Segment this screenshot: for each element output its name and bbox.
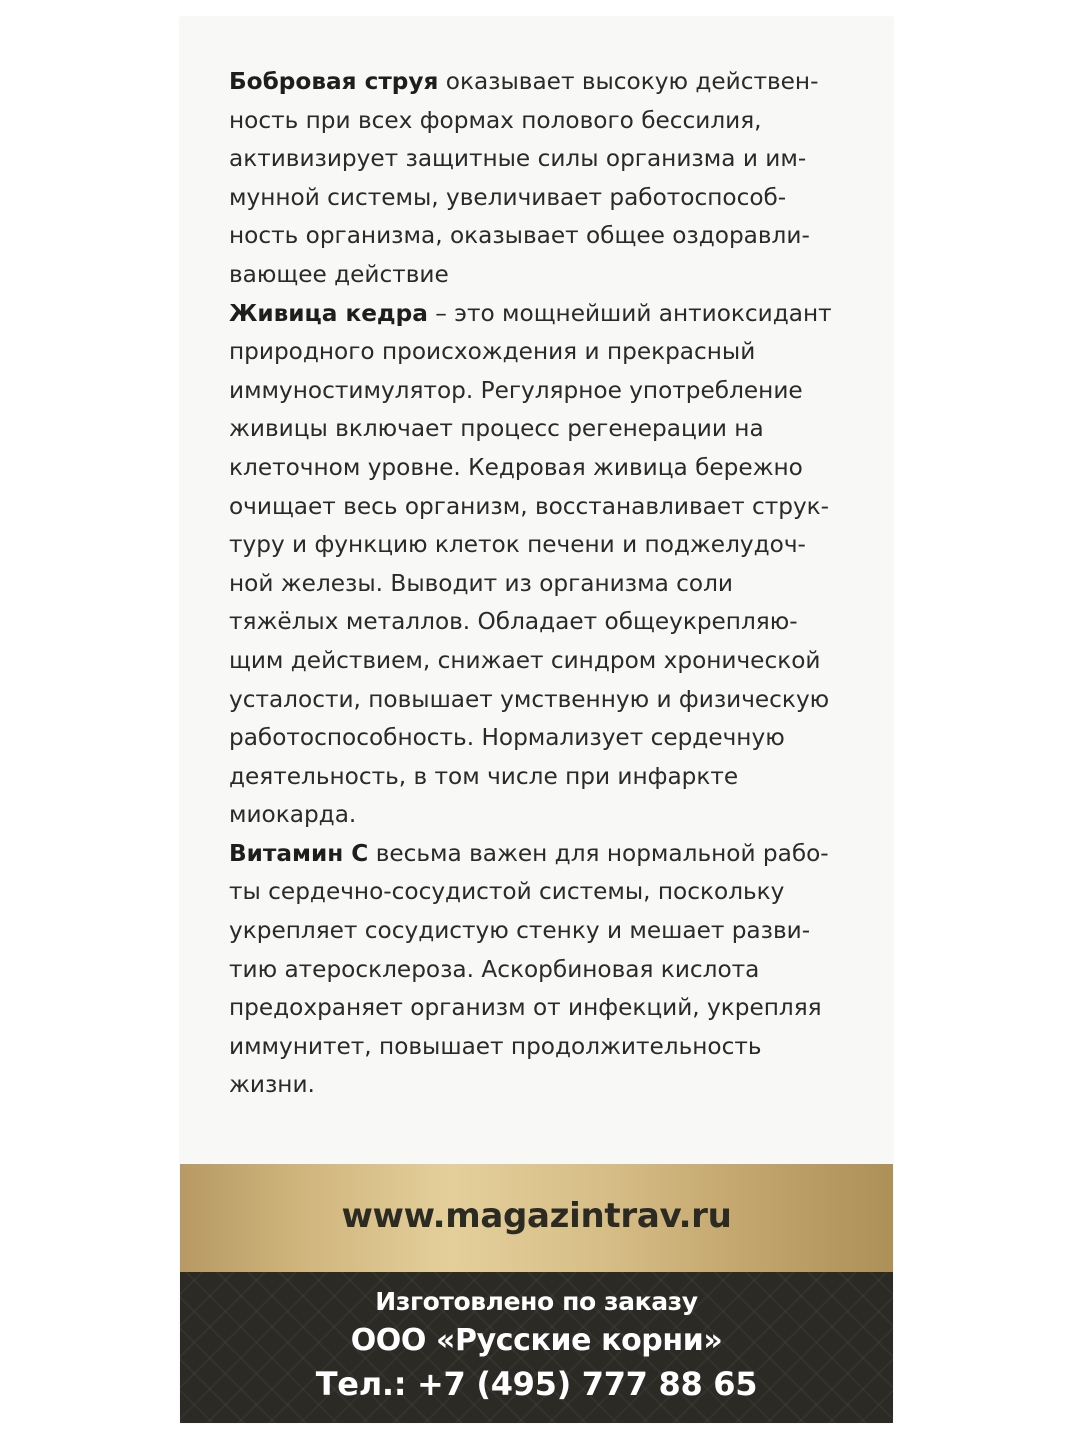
manufacturer-note: Изготовлено по заказу	[375, 1287, 698, 1316]
paragraph-beaver: Бобровая струя оказывает высокую действен- ность при всех формах полового бессилия, активизирует защитные силы организма и им- мунной системы, увеличивает работоспособ- ность организма, оказывает общее оздоравли- вающее действие	[229, 68, 819, 288]
term-vitamin-c: Витамин С	[229, 839, 369, 867]
term-cedar: Живица кедра	[229, 299, 428, 327]
website-band	[180, 1164, 893, 1272]
manufacturer-band	[180, 1272, 893, 1423]
website-url: www.magazintrav.ru	[341, 1196, 732, 1236]
manufacturer-company: ООО «Русские корни»	[350, 1323, 723, 1358]
package-panel	[180, 17, 893, 1423]
term-beaver: Бобровая струя	[229, 68, 439, 95]
paragraph-cedar: Живица кедра – это мощнейший антиоксидант природного происхождения и прекрасный иммуностимулятор. Регулярное употребление живицы включает процесс регенерации на клеточном уровне. Кедровая живица бережно очищает весь организм, восстанавливает струк- туру и функцию клеток печени и поджелудоч- ной железы. Выводит из организма соли тяжёлых металлов. Обладает общеукрепляю- щим действием, снижает синдром хронической усталости, повышает умственную и физическую работоспособность. Нормализует сердечную деятельность, в том числе при инфаркте миокарда.	[229, 299, 832, 829]
paragraph-vitamin-c: Витамин С весьма важен для нормальной рабо- ты сердечно-сосудистой системы, поскольку укрепляет сосудистую стенку и мешает разви- тию атеросклероза. Аскорбиновая кислота предохраняет организм от инфекций, укрепляя иммунитет, повышает продолжительность жизни.	[229, 839, 829, 1099]
manufacturer-phone: Тел.: +7 (495) 777 88 65	[315, 1365, 758, 1403]
description-text	[229, 63, 840, 1105]
